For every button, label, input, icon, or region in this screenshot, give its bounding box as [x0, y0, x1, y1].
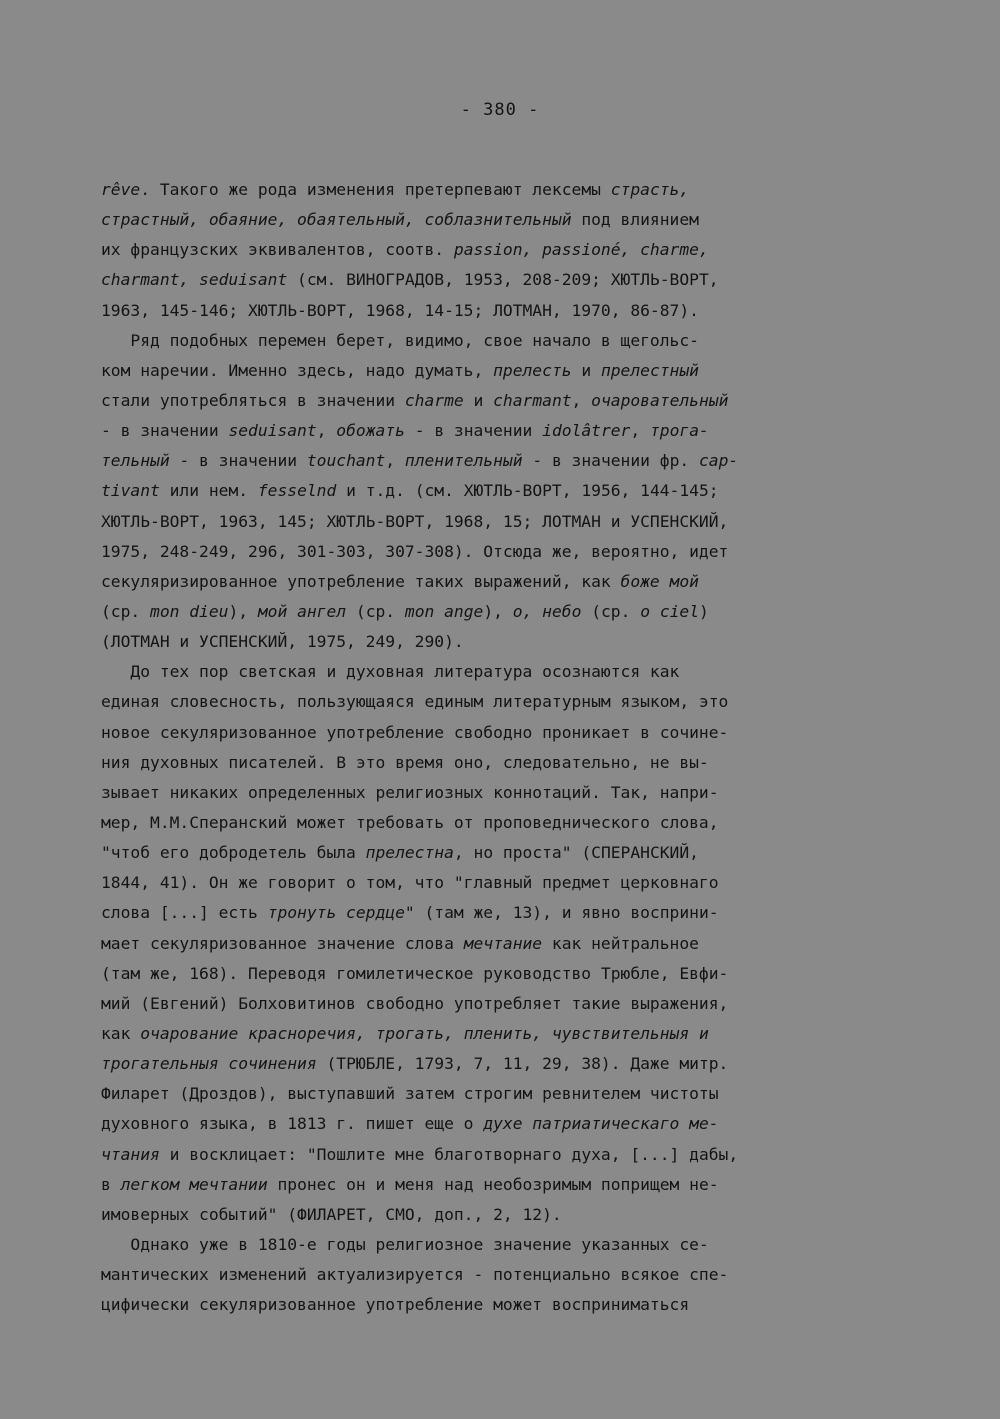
italic-term: тельный [101, 451, 170, 471]
text-segment: , но проста" (СПЕРАНСКИЙ, [453, 843, 699, 863]
text-segment: в [101, 1174, 121, 1194]
italic-term: чтания [101, 1144, 160, 1164]
text-segment: новое секуляризованное употребление свободно проникает в сочине- [101, 722, 729, 742]
text-line [101, 929, 891, 959]
text-line [101, 597, 891, 627]
text-segment: ком наречии. Именно здесь, надо думать, [101, 360, 494, 380]
text-segment: пронес он и меня над необозримым поприщем не- [267, 1174, 719, 1194]
text-line [101, 657, 891, 687]
text-line [101, 326, 891, 356]
text-segment: До тех пор светская и духовная литература осознаются как [101, 662, 680, 682]
text-segment: имоверных событий" (ФИЛАРЕТ, СМО, доп., 2, 12). [101, 1204, 562, 1224]
text-line [101, 296, 891, 326]
text-line [101, 748, 891, 778]
text-segment: - в значении [101, 421, 229, 441]
text-segment: (ср. [581, 601, 641, 621]
text-line [101, 627, 891, 657]
italic-term: touchant [306, 451, 386, 471]
text-line [101, 778, 891, 808]
text-segment: мий (Евгений) Болховитинов свободно употребляет такие выражения, [101, 993, 729, 1013]
text-line [101, 386, 891, 416]
text-line [101, 235, 891, 265]
text-segment: слова [...] есть [101, 903, 268, 923]
text-line [101, 416, 891, 446]
text-line [101, 476, 891, 506]
text-segment: (ТРЮБЛЕ, 1793, 7, 11, 29, 38). Даже митр. [316, 1054, 729, 1074]
text-segment: (ЛОТМАН и УСПЕНСКИЙ, 1975, 249, 290). [101, 632, 464, 652]
text-segment: - в значении [404, 421, 543, 441]
italic-term: o ciel [640, 601, 700, 621]
italic-term: тронуть сердце [267, 903, 405, 923]
text-line [101, 898, 891, 928]
text-segment: (там же, 168). Переводя гомилетическое руководство Трюбле, Евфи- [101, 963, 729, 983]
italic-term: mon ange [404, 601, 484, 621]
text-segment: стали употребляться в значении [101, 390, 405, 410]
text-line [101, 507, 891, 537]
italic-term: страстный, обаяние, обаятельный, соблазнительный [101, 210, 572, 230]
text-line [101, 1230, 891, 1260]
italic-term: charmant, seduisant [101, 270, 288, 290]
text-line [101, 959, 891, 989]
italic-term: mon dieu [150, 601, 229, 621]
text-line [101, 1260, 891, 1290]
italic-term: страсть, [610, 180, 690, 199]
text-segment: Однако уже в 1810-е годы религиозное значение указанных се- [101, 1234, 709, 1254]
text-line [101, 687, 891, 717]
text-segment: ) [699, 601, 709, 621]
italic-term: трогательныя сочинения [101, 1054, 317, 1074]
text-line [101, 868, 891, 898]
text-line [101, 446, 891, 476]
text-segment: - в значении фр. [522, 451, 699, 471]
text-segment: их французских эквивалентов, соотв. [101, 240, 454, 260]
italic-term: пленительный [404, 451, 523, 471]
text-segment: . Такого же рода изменения претерпевают лексемы [140, 180, 611, 199]
italic-term: fesselnd [257, 481, 337, 501]
italic-term: tivant [101, 481, 160, 501]
text-segment: Филарет (Дроздов), выступавший затем строгим ревнителем чистоты [101, 1084, 719, 1104]
text-segment: , [316, 421, 337, 441]
italic-term: очаровательный [591, 390, 729, 410]
text-line [101, 838, 891, 868]
text-line [101, 265, 891, 295]
italic-term: charmant [493, 390, 572, 410]
text-line [101, 1109, 891, 1139]
page-number: - 380 - [460, 100, 540, 120]
text-segment: 1963, 145-146; ХЮТЛЬ-ВОРТ, 1968, 14-15; ЛОТМАН, 1970, 86-87). [101, 300, 699, 320]
text-line [101, 989, 891, 1019]
text-line [101, 1019, 891, 1049]
text-segment: Ряд подобных перемен берет, видимо, свое начало в щегольс- [101, 330, 699, 350]
text-segment: как [101, 1023, 141, 1043]
text-segment: секуляризированное употребление таких выражений, как [101, 571, 621, 591]
text-segment: мер, М.М.Сперанский может требовать от проповеднического слова, [101, 812, 719, 832]
text-segment: или нем. [159, 481, 258, 501]
text-line [101, 175, 891, 205]
text-segment: ), [228, 601, 258, 621]
text-segment: и т.д. (см. ХЮТЛЬ-ВОРТ, 1956, 144-145; [336, 481, 719, 501]
italic-term: очарование красноречия, трогать, пленить, чувствительныя и [140, 1023, 709, 1043]
italic-term: cap- [698, 451, 739, 471]
text-segment: " (там же, 13), и явно восприни- [404, 903, 719, 923]
italic-term: прелесть [493, 360, 572, 380]
text-segment: мает секуляризованное значение слова [101, 933, 464, 953]
italic-term: о, небо [512, 601, 582, 621]
text-segment: 1844, 41). Он же говорит о том, что "главный предмет церковнаго [101, 873, 719, 893]
italic-term: обожать [336, 421, 405, 441]
text-line [101, 567, 891, 597]
text-segment: (см. ВИНОГРАДОВ, 1953, 208-209; ХЮТЛЬ-ВОРТ, [287, 270, 719, 290]
text-line [101, 537, 891, 567]
text-segment: и восклицает: "Пошлите мне благотворнаго духа, [...] дабы, [159, 1144, 739, 1164]
text-segment: единая словесность, пользующаяся единым литературным языком, это [101, 692, 729, 712]
italic-term: прелестна [365, 843, 454, 863]
text-segment: ), [483, 601, 513, 621]
text-line [101, 1140, 891, 1170]
text-segment: и [463, 390, 494, 410]
text-line [101, 718, 891, 748]
text-segment: , [571, 390, 592, 410]
text-line [101, 205, 891, 235]
text-segment: , [630, 421, 650, 441]
italic-term: rêve [101, 180, 141, 199]
text-line [101, 808, 891, 838]
text-segment: зывает никаких определенных религиозных коннотаций. Так, напри- [101, 782, 719, 802]
text-segment: "чтоб его добродетель была [101, 843, 366, 863]
text-segment: как нейтральное [542, 933, 699, 953]
italic-term: мечтание [463, 933, 543, 953]
text-segment: мантических изменений актуализируется - потенциально всякое спе- [101, 1265, 729, 1285]
text-segment: ХЮТЛЬ-ВОРТ, 1963, 145; ХЮТЛЬ-ВОРТ, 1968, 15; ЛОТМАН и УСПЕНСКИЙ, [101, 511, 729, 531]
text-segment: (ср. [346, 601, 405, 621]
text-line [101, 1170, 891, 1200]
italic-term: passion, passioné, charme, [453, 240, 709, 260]
italic-term: боже мой [620, 571, 699, 591]
italic-term: seduisant [228, 421, 317, 441]
text-segment: - в значении [169, 451, 307, 471]
text-segment: духовного языка, в 1813 г. пишет еще о [101, 1114, 484, 1134]
text-segment: (ср. [101, 601, 151, 621]
text-segment: 1975, 248-249, 296, 301-303, 307-308). Отсюда же, вероятно, идет [101, 541, 729, 561]
italic-term: мой ангел [257, 601, 347, 621]
italic-term: трога- [649, 421, 709, 441]
text-line [101, 1200, 891, 1230]
italic-term: легком мечтании [120, 1174, 268, 1194]
text-line [101, 1079, 891, 1109]
text-segment: ния духовных писателей. В это время оно, следовательно, не вы- [101, 752, 709, 772]
italic-term: idolâtrer [542, 421, 631, 441]
text-segment: и [571, 360, 601, 380]
italic-term: духе патриатическаго ме- [483, 1114, 719, 1134]
body-text [101, 175, 891, 1320]
text-segment: , [385, 451, 405, 471]
text-line [101, 1290, 891, 1320]
italic-term: charme [404, 390, 464, 410]
text-line [101, 356, 891, 386]
text-segment: цифически секуляризованное употребление может восприниматься [101, 1295, 690, 1315]
text-segment: под влиянием [571, 210, 699, 230]
italic-term: прелестный [600, 360, 699, 380]
text-line [101, 1049, 891, 1079]
